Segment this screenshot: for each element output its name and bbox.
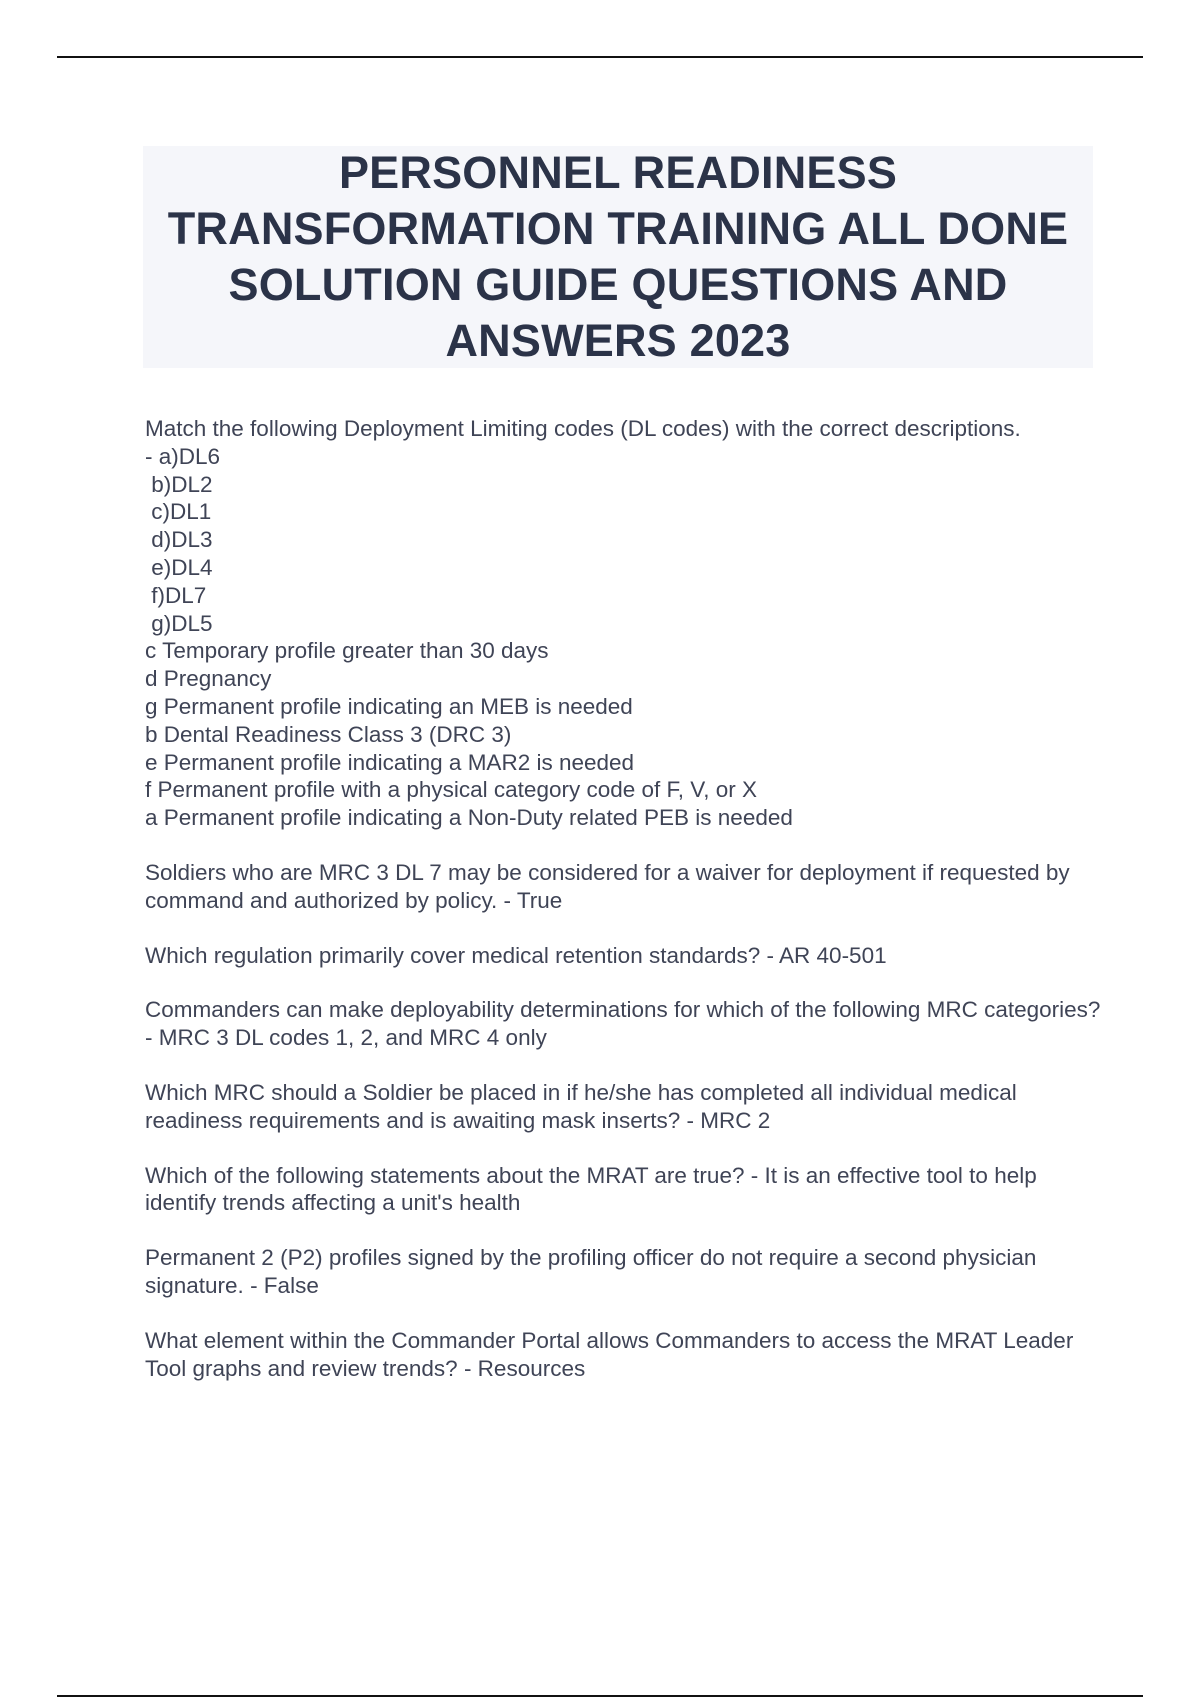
qa-question: Which of the following statements about the MRAT are true? <box>145 1162 745 1188</box>
top-rule <box>57 56 1143 58</box>
matching-answer: c Temporary profile greater than 30 days <box>145 638 549 664</box>
qa-question: Permanent 2 (P2) profiles signed by the profiling officer do not require a second physician signature. <box>145 1245 1037 1298</box>
document-body <box>145 415 1105 1409</box>
qa-item <box>145 1327 1105 1383</box>
matching-option: d)DL3 <box>145 527 213 553</box>
matching-answer: f Permanent profile with a physical category code of F, V, or X <box>145 777 757 803</box>
title-banner <box>143 146 1093 368</box>
matching-option: e)DL4 <box>145 554 213 580</box>
qa-answer: - False <box>243 1272 319 1298</box>
matching-option: g)DL5 <box>145 610 213 636</box>
qa-answer: - MRC 2 <box>680 1107 771 1133</box>
qa-answer: - True <box>497 887 563 913</box>
qa-answer: - MRC 3 DL codes 1, 2, and MRC 4 only <box>145 1025 547 1051</box>
matching-answer: d Pregnancy <box>145 666 272 692</box>
qa-item <box>145 859 1105 915</box>
qa-question: Soldiers who are MRC 3 DL 7 may be considered for a waiver for deployment if requested by command and authorized by policy. <box>145 859 1070 913</box>
qa-answer: - Resources <box>457 1355 586 1381</box>
matching-answer: e Permanent profile indicating a MAR2 is needed <box>145 749 635 775</box>
matching-option: - a)DL6 <box>145 443 221 469</box>
qa-answer: - It is an effective tool to help identify trends affecting a unit's health <box>145 1162 1037 1216</box>
qa-item <box>145 996 1105 1052</box>
qa-question: Commanders can make deployability determinations for which of the following MRC categories? <box>145 997 1101 1023</box>
qa-item <box>145 1244 1105 1300</box>
matching-option: b)DL2 <box>145 471 213 497</box>
qa-question: Which regulation primarily cover medical retention standards? <box>145 942 761 968</box>
document-title: PERSONNEL READINESS TRANSFORMATION TRAINING ALL DONE SOLUTION GUIDE QUESTIONS AND ANSWERS 2023 <box>167 147 1069 366</box>
qa-question: What element within the Commander Portal allows Commanders to access the MRAT Leader Tool graphs and review trends? <box>145 1327 1074 1381</box>
qa-item <box>145 1079 1105 1135</box>
matching-option: f)DL7 <box>145 582 207 608</box>
matching-answer: b Dental Readiness Class 3 (DRC 3) <box>145 721 512 747</box>
qa-answer: - AR 40-501 <box>760 942 887 968</box>
qa-question: Which MRC should a Soldier be placed in if he/she has completed all individual medical readiness requirements and is awaiting mask inserts? <box>145 1079 1017 1133</box>
matching-question: Match the following Deployment Limiting codes (DL codes) with the correct descriptions. <box>145 416 1021 441</box>
matching-answer: a Permanent profile indicating a Non-Duty related PEB is needed <box>145 805 793 831</box>
qa-item <box>145 1162 1105 1218</box>
qa-item <box>145 942 1105 970</box>
bottom-rule <box>57 1695 1143 1697</box>
matching-option: c)DL1 <box>145 499 212 525</box>
matching-answer: g Permanent profile indicating an MEB is needed <box>145 693 633 719</box>
matching-question-block <box>145 415 1105 832</box>
